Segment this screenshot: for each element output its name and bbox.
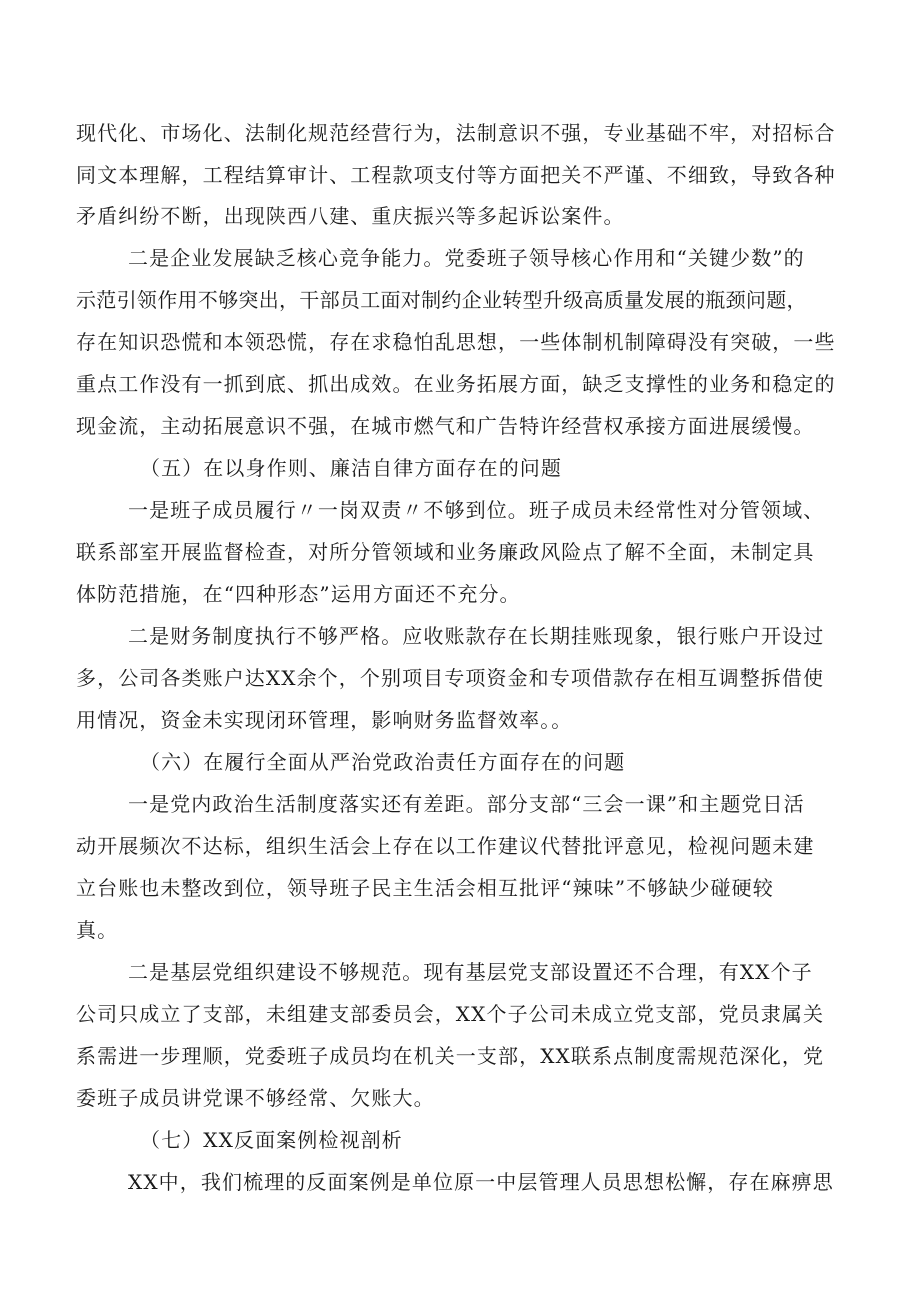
body-text-line: 系需进一步理顺，党委班子成员均在机关一支部，XX联系点制度需规范深化，党 [76,1044,825,1068]
section-heading: （七）XX反面案例检视剖析 [140,1128,403,1152]
body-text-line: 一是班子成员履行〃一岗双责〃不够到位。班子成员未经常性对分管领域、 [128,498,825,522]
body-text-line: 二是企业发展缺乏核心竞争能力。党委班子领导核心作用和“关键少数”的 [128,246,805,270]
body-text-line: 联系部室开展监督检查，对所分管领域和业务廉政风险点了解不全面，未制定具 [76,540,815,564]
body-text-line: 同文本理解，工程结算审计、工程款项支付等方面把关不严谨、不细致，导致各种 [76,163,836,187]
body-text-line: 委班子成员讲党课不够经常、欠账大。 [76,1086,435,1110]
body-text-line: 立台账也未整改到位，领导班子民主生活会相互批评“辣味”不够缺少碰硬较 [76,876,774,900]
body-text-line: 矛盾纠纷不断，出现陕西八建、重庆振兴等多起诉讼案件。 [76,204,625,228]
body-text-line: 动开展频次不达标，组织生活会上存在以工作建议代替批评意见，检视问题未建 [76,834,815,858]
body-text-line: 公司只成立了支部，未组建支部委员会，XX个子公司未成立党支部，党员隶属关 [76,1002,825,1026]
body-text-line: 真。 [76,918,119,942]
body-text-line: 现代化、市场化、法制化规范经营行为，法制意识不强，专业基础不牢，对招标合 [76,121,836,145]
body-text-line: 二是基层党组织建设不够规范。现有基层党支部设置还不合理，有XX个子 [128,960,813,984]
body-text-line: 体防范措施，在“四种形态”运用方面还不充分。 [76,582,521,606]
body-text-line: 一是党内政治生活制度落实还有差距。部分支部“三会一课”和主题党日活 [128,792,805,816]
body-text-line: 用情况，资金未实现闭环管理，影响财务监督效率。。 [76,708,573,732]
body-text-line: 二是财务制度执行不够严格。应收账款存在长期挂账现象，银行账户开设过 [128,624,825,648]
body-text-line: 存在知识恐慌和本领恐慌，存在求稳怕乱思想，一些体制机制障碍没有突破，一些 [76,330,836,354]
body-text-line: 示范引领作用不够突出，干部员工面对制约企业转型升级高质量发展的瓶颈问题， [76,288,807,312]
body-text-line: XX中，我们梳理的反面案例是单位原一中层管理人员思想松懈，存在麻痹思 [128,1170,834,1194]
body-text-line: 多，公司各类账户达XX余个，个别项目专项资金和专项借款存在相互调整拆借使 [76,666,825,690]
section-heading: （六）在履行全面从严治党政治责任方面存在的问题 [140,750,626,774]
body-text-line: 重点工作没有一抓到底、抓出成效。在业务拓展方面，缺乏支撑性的业务和稳定的 [76,372,836,396]
section-heading: （五）在以身作则、廉洁自律方面存在的问题 [140,456,562,480]
body-text-line: 现金流，主动拓展意识不强，在城市燃气和广告特许经营权承接方面进展缓慢。 [76,414,815,438]
